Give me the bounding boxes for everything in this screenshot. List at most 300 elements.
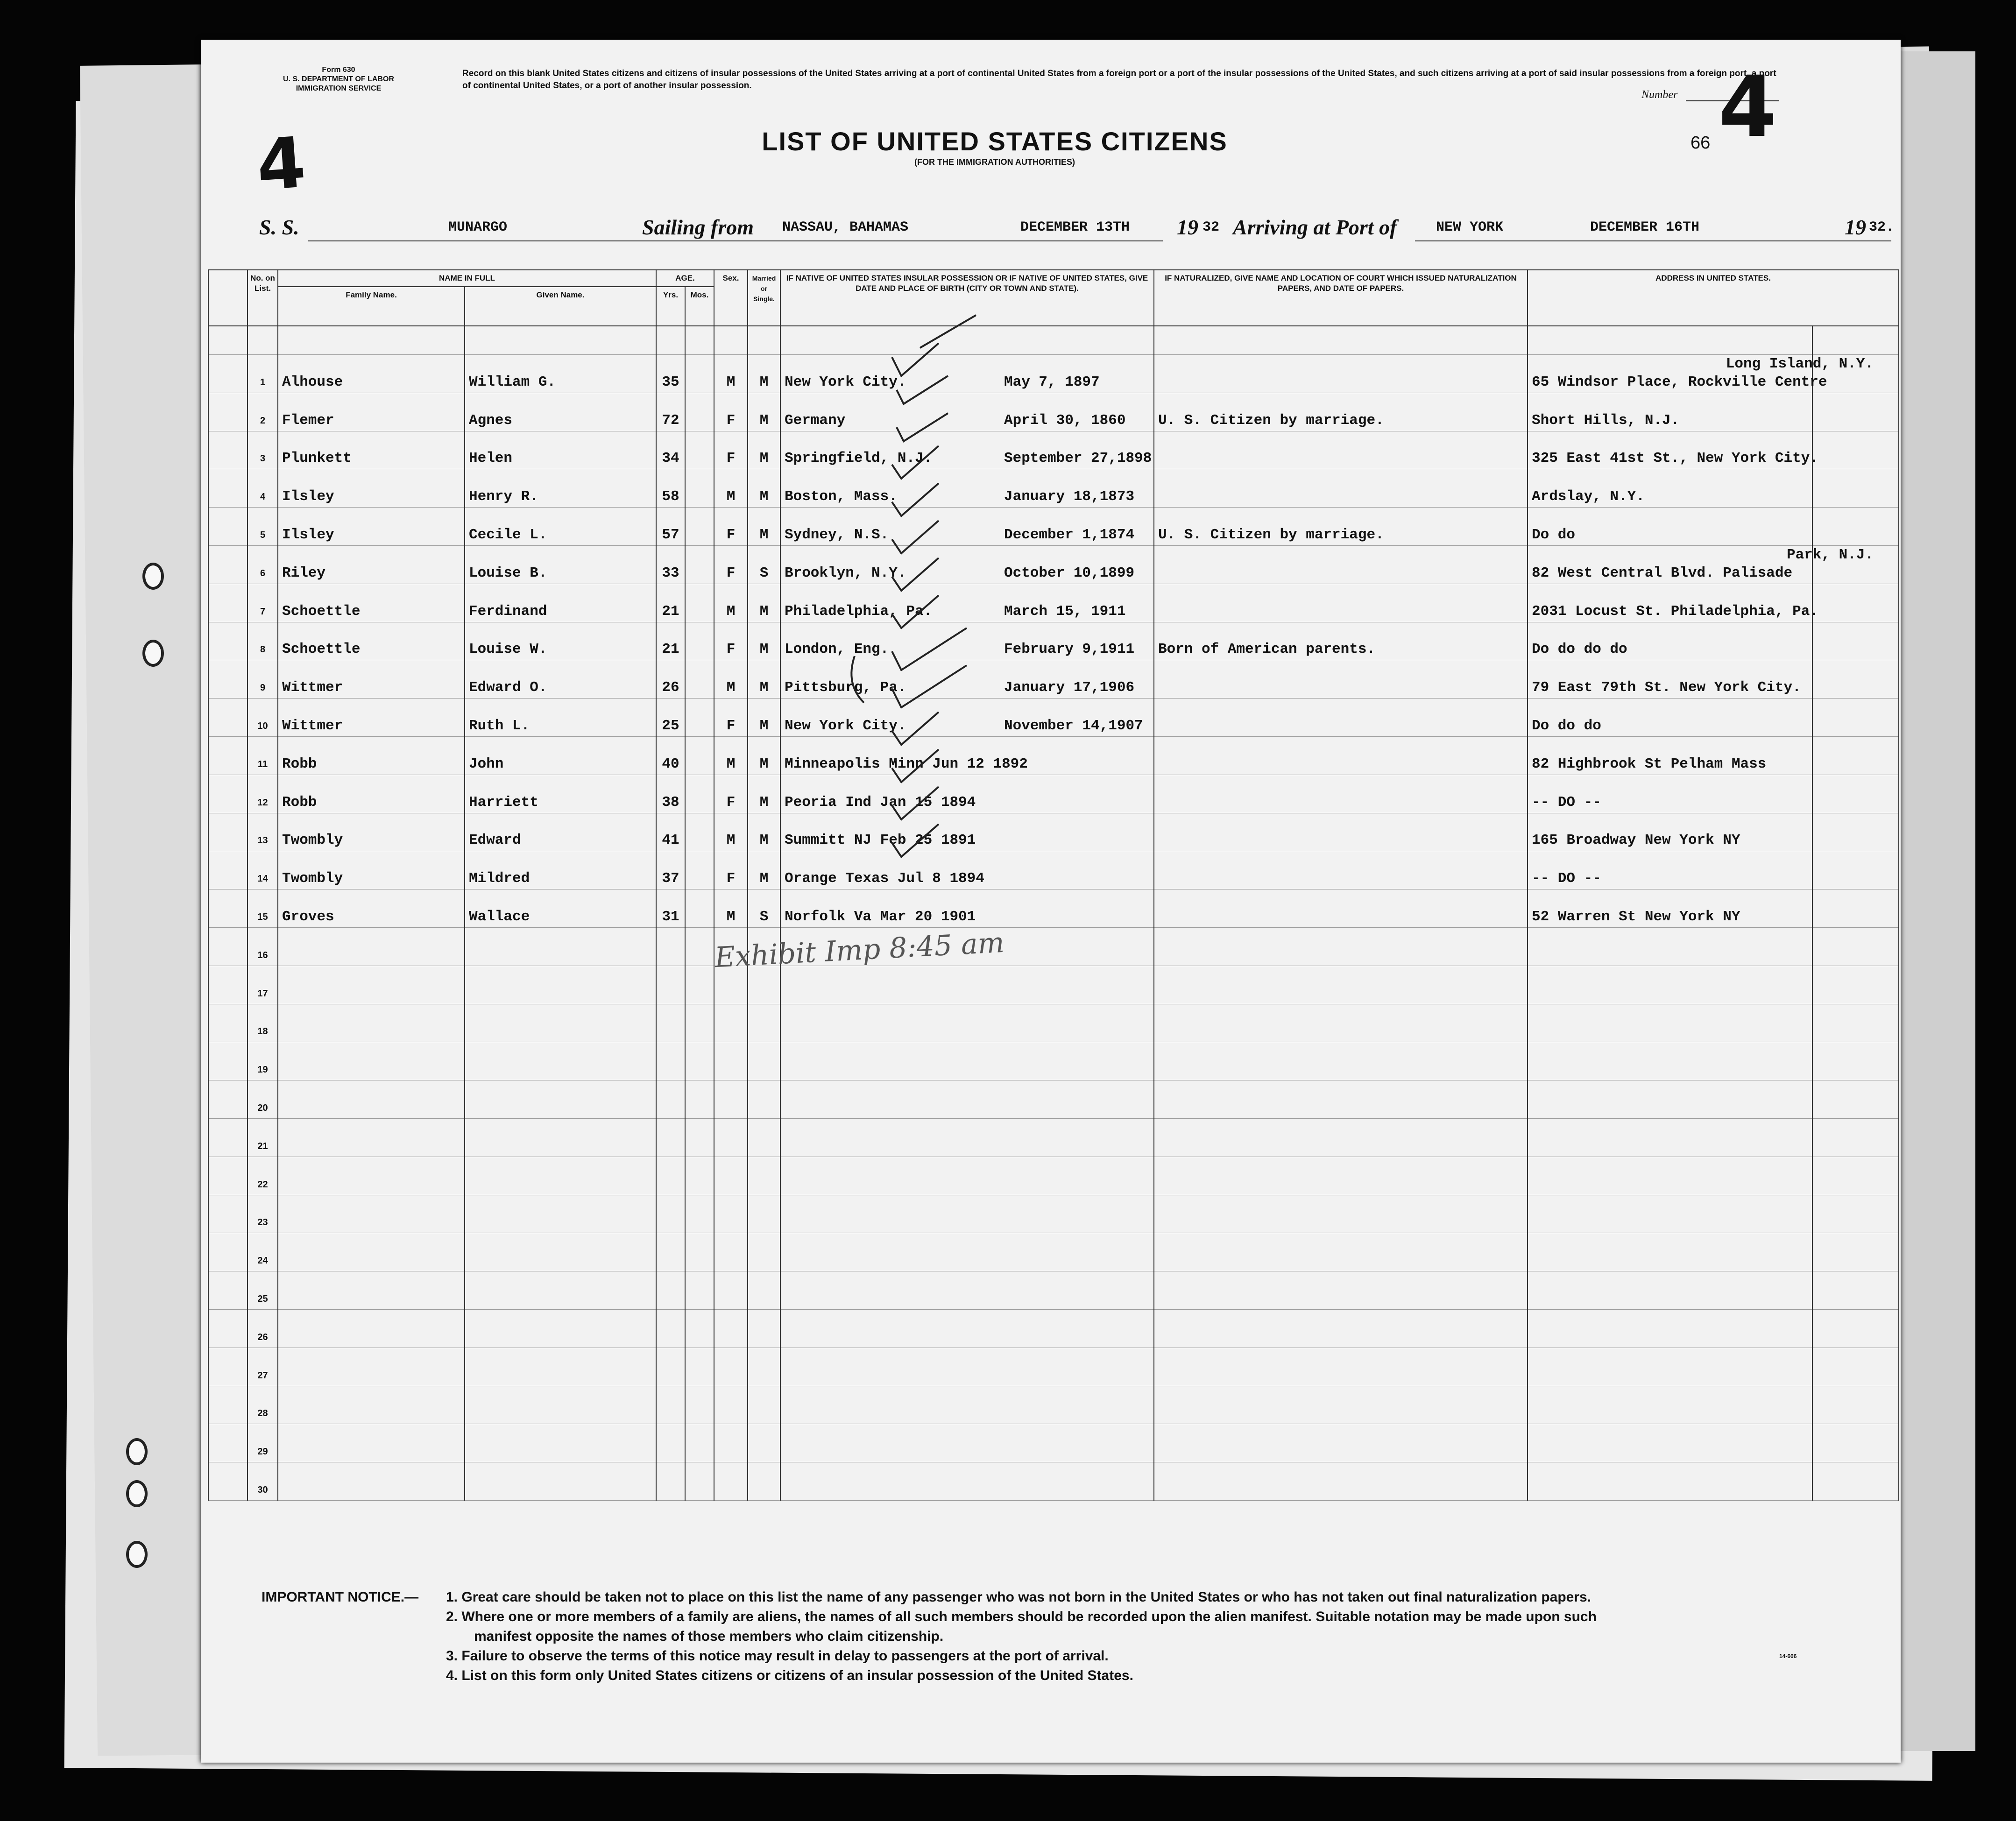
row-number: 16 [248,927,278,966]
given-name [465,1271,656,1310]
address-line: 52 Warren St New York NY [1532,908,1740,925]
birth-date: January 18,1873 [1004,488,1135,505]
naturalization-info [1154,851,1528,889]
marital-status [748,1386,780,1424]
marital-status: S [748,889,780,928]
binder-hole [142,640,164,667]
sex [714,1233,748,1271]
birth-place: Boston, Mass. [785,488,898,505]
row-number: 15 [248,889,278,928]
family-name [278,1195,465,1233]
ss-label: S. S. [259,215,299,239]
birth-date: January 17,1906 [1004,679,1135,696]
age-years: 21 [656,584,685,622]
naturalization-info [1154,660,1528,699]
address [1528,1348,1812,1386]
sailing-year-prefix: 19 [1177,215,1198,239]
form-info [262,65,416,93]
age-years [656,1386,685,1424]
row-number: 9 [248,660,278,699]
birth-place: Springfield, N.J. [785,450,933,467]
sex [714,1004,748,1042]
family-name [278,1348,465,1386]
given-name: William G. [465,355,656,393]
birth-date: October 10,1899 [1004,565,1135,581]
row-number: 4 [248,469,278,508]
marital-status [748,1271,780,1310]
margin-cell [208,813,248,851]
family-name [278,1080,465,1119]
age-months [685,1309,714,1348]
family-name [278,1462,465,1501]
naturalization-info [1154,355,1528,393]
given-name: Ruth L. [465,699,656,737]
marital-status [748,1080,780,1119]
birth-place: Minneapolis Minn Jun 12 1892 [785,755,1028,772]
birth-info [780,1080,1154,1119]
family-name: Ilsley [278,469,465,508]
table-row [208,584,1899,622]
row-number: 1 [248,355,278,393]
birth-date: February 9,1911 [1004,641,1135,658]
naturalization-info [1154,775,1528,813]
sex: M [714,889,748,928]
table-row [208,927,1899,966]
address-extra [1812,851,1899,889]
address-extra [1812,889,1899,928]
row-number: 28 [248,1386,278,1424]
family-name: Wittmer [278,660,465,699]
mos-header: Mos. [685,287,714,326]
address [1528,1386,1812,1424]
table-row [208,1348,1899,1386]
sex: F [714,431,748,469]
address [1528,851,1812,889]
address-extra [1812,469,1899,508]
age-years: 37 [656,851,685,889]
notice-item-2-cont: manifest opposite the names of those members who claim citizenship. [474,1629,944,1644]
family-name [278,1157,465,1195]
address [1528,1157,1812,1195]
given-name: Louise W. [465,622,656,660]
table-row [208,469,1899,508]
address [1528,1118,1812,1157]
age-years [656,1233,685,1271]
margin-cell [208,1462,248,1501]
address-line: 82 West Central Blvd. Palisade [1532,565,1793,581]
age-years [656,1309,685,1348]
age-years [656,1157,685,1195]
address [1528,1424,1812,1462]
address [1528,966,1812,1004]
age-years [656,1118,685,1157]
age-years [656,1424,685,1462]
sex [714,1080,748,1119]
margin-cell [208,889,248,928]
given-name: Wallace [465,889,656,928]
margin-cell [208,508,248,546]
margin-header [208,270,248,326]
age-years [656,1195,685,1233]
margin-cell [208,1080,248,1119]
row-number: 13 [248,813,278,851]
given-name: Ferdinand [465,584,656,622]
family-name [278,1271,465,1310]
address [1528,1309,1812,1348]
margin-cell [208,1424,248,1462]
birth-place: Germany [785,412,846,429]
sex [714,1157,748,1195]
margin-cell [208,736,248,775]
age-years: 38 [656,775,685,813]
margin-cell [208,469,248,508]
age-months [685,1195,714,1233]
naturalization-info [1154,927,1528,966]
marital-status: M [748,622,780,660]
age-months [685,1424,714,1462]
margin-cell [208,622,248,660]
birth-info [780,1271,1154,1310]
check-mark [897,376,948,404]
margin-cell [208,966,248,1004]
sailing-year: 32 [1203,219,1220,235]
table-row [208,1004,1899,1042]
row-number: 3 [248,431,278,469]
passenger-rows [208,326,1899,1500]
check-mark [892,315,976,376]
margin-cell [208,1386,248,1424]
margin-cell [208,1309,248,1348]
address-extra [1812,1386,1899,1424]
address-extra [1812,622,1899,660]
address [1528,508,1812,546]
row-number: 18 [248,1004,278,1042]
birth-info [780,1004,1154,1042]
marital-status [748,1118,780,1157]
age-months [685,1157,714,1195]
check-mark [892,712,939,745]
naturalization-info [1154,889,1528,928]
address-extra [1812,431,1899,469]
address-extra [1812,1462,1899,1501]
birth-info [780,1462,1154,1501]
given-name [465,927,656,966]
sex [714,1195,748,1233]
address-extra [1812,1004,1899,1042]
margin-cell [208,545,248,584]
given-name: Edward [465,813,656,851]
address-line: 325 East 41st St., New York City. [1532,450,1818,467]
birth-place: New York City. [785,717,906,734]
age-months [685,1233,714,1271]
address-line: 65 Windsor Place, Rockville Centre [1532,374,1827,390]
age-months [685,1080,714,1119]
record-instructions: Record on this blank United States citizens and citizens of insular possessions of the United States arriving at a port of continental United States from a foreign port or a port of the insular possessions of the United States, and such citizens arriving at a port of said insular possessions from a foreign port, a port of continental United States, or a port of another insular possession. [462,69,1776,91]
naturalization-info [1154,1424,1528,1462]
address [1528,736,1812,775]
margin-cell [208,355,248,393]
row-number: 14 [248,851,278,889]
age-years [656,1462,685,1501]
marital-status: M [748,660,780,699]
family-name: Ilsley [278,508,465,546]
address-line: 2031 Locust St. Philadelphia, Pa. [1532,603,1818,620]
passenger-table [208,269,1899,1501]
table-row [208,1386,1899,1424]
age-years: 34 [656,431,685,469]
naturalization-info [1154,1271,1528,1310]
address [1528,584,1818,622]
address-extra [1812,1424,1899,1462]
check-mark [892,824,939,857]
family-name: Schoettle [278,584,465,622]
naturalization-info: U. S. Citizen by marriage. [1154,393,1528,431]
list-number-handwritten: 4 [1719,58,1777,156]
sex: F [714,699,748,737]
address [1528,775,1812,813]
marital-status [748,1348,780,1386]
age-years: 21 [656,622,685,660]
check-marks [668,282,1041,983]
family-name [278,1233,465,1271]
address [1528,431,1818,469]
address [1528,889,1812,928]
address [1528,813,1812,851]
address [1528,622,1812,660]
table-row [208,431,1899,469]
family-name: Twombly [278,851,465,889]
family-name [278,1042,465,1080]
address-header: ADDRESS IN UNITED STATES. [1528,270,1899,326]
binder-hole [126,1541,148,1568]
given-name [465,1042,656,1080]
address-line: Do do do do [1532,641,1627,658]
birth-header: IF NATIVE OF UNITED STATES INSULAR POSSESSION OR IF NATIVE OF UNITED STATES, GIVE DATE AND PLACE OF BIRTH (CITY OR TOWN AND STATE). [780,270,1154,326]
naturalization-info [1154,584,1528,622]
sex [714,1386,748,1424]
birth-info [780,1042,1154,1080]
sex: M [714,469,748,508]
table-row [208,1080,1899,1119]
table-row [208,699,1899,737]
birth-date: December 1,1874 [1004,526,1135,543]
address-extra [1812,393,1899,431]
birth-date: November 14,1907 [1004,717,1143,734]
sex [714,1118,748,1157]
department: U. S. DEPARTMENT OF LABOR [283,75,394,83]
notice-code: 14-606 [1779,1653,1797,1659]
family-name [278,1424,465,1462]
given-name: Edward O. [465,660,656,699]
address [1528,355,1874,393]
row-number: 5 [248,508,278,546]
margin-cell [208,431,248,469]
arrival-underline [1415,240,1891,241]
row-number: 25 [248,1271,278,1310]
margin-cell [208,699,248,737]
address-extra [1812,584,1899,622]
address-extra [1812,813,1899,851]
sex: M [714,584,748,622]
address [1528,699,1812,737]
address-line: Do do [1532,526,1576,543]
address [1528,545,1874,584]
page-reference: 66 [1691,133,1711,153]
age-years: 35 [656,355,685,393]
no-header: No. on List. [248,270,278,326]
page-title: LIST OF UNITED STATES CITIZENS [762,127,1228,156]
age-years: 26 [656,660,685,699]
family-name-header: Family Name. [278,287,465,326]
family-name: Groves [278,889,465,928]
row-number: 10 [248,699,278,737]
family-name [278,966,465,1004]
naturalization-info [1154,1042,1528,1080]
table-row [208,1118,1899,1157]
bracket-mark [851,656,864,703]
naturalization-info [1154,699,1528,737]
given-name [465,1118,656,1157]
age-years: 72 [656,393,685,431]
row-number: 21 [248,1118,278,1157]
check-mark [892,787,939,819]
table-row [208,622,1899,660]
age-years: 41 [656,813,685,851]
birth-place: Orange Texas Jul 8 1894 [785,870,984,887]
given-name [465,1462,656,1501]
margin-cell [208,584,248,622]
marital-status: M [748,775,780,813]
given-name: Helen [465,431,656,469]
table-row [208,889,1899,928]
arrival-port: NEW YORK [1436,219,1504,235]
row-number: 30 [248,1462,278,1501]
sex [714,1424,748,1462]
age-months [685,1348,714,1386]
family-name: Twombly [278,813,465,851]
notice-item-1: 1. Great care should be taken not to place on this list the name of any passenger who was not born in the United States or who has not taken out final naturalization papers. [446,1589,1592,1605]
row-number: 23 [248,1195,278,1233]
birth-info [780,1309,1154,1348]
naturalization-info [1154,1004,1528,1042]
row-number: 22 [248,1157,278,1195]
address-extra [1812,736,1899,775]
table-row [208,545,1899,584]
sex: F [714,622,748,660]
address [1528,469,1812,508]
family-name: Robb [278,736,465,775]
given-name: Harriett [465,775,656,813]
address-extra [1812,1271,1899,1310]
table-row [208,736,1899,775]
row-number: 11 [248,736,278,775]
birth-date: September 27,1898 [1004,450,1152,467]
marital-status [748,1424,780,1462]
check-mark [892,446,939,479]
address [1528,1462,1812,1501]
birth-info [780,1195,1154,1233]
marital-status: M [748,699,780,737]
row-number: 2 [248,393,278,431]
address [1528,393,1812,431]
address-extra [1812,966,1899,1004]
marital-status [748,1157,780,1195]
age-years [656,1271,685,1310]
margin-cell [208,1195,248,1233]
marital-status: M [748,508,780,546]
address-extra [1812,1195,1899,1233]
family-name: Wittmer [278,699,465,737]
address [1528,927,1812,966]
age-years: 40 [656,736,685,775]
margin-cell [208,393,248,431]
address-line: 79 East 79th St. New York City. [1532,679,1801,696]
sex: M [714,355,748,393]
given-name: Henry R. [465,469,656,508]
given-name [465,966,656,1004]
birth-info [780,1233,1154,1271]
birth-info [780,1424,1154,1462]
naturalized-header: IF NATURALIZED, GIVE NAME AND LOCATION OF COURT WHICH ISSUED NATURALIZATION PAPERS, AND DATE OF PAPERS. [1154,270,1528,326]
naturalization-info [1154,966,1528,1004]
birth-place: London, Eng. [785,641,889,658]
birth-date: May 7, 1897 [1004,374,1100,390]
given-name [465,1157,656,1195]
name-in-full-header: NAME IN FULL [278,270,656,287]
address-extra [1812,1233,1899,1271]
row-number: 29 [248,1424,278,1462]
table-row [208,508,1899,546]
ship-underline [308,240,836,241]
address-line: -- DO -- [1532,870,1601,887]
family-name [278,1309,465,1348]
age-months [685,1386,714,1424]
naturalization-info [1154,545,1528,584]
address-line: 82 Highbrook St Pelham Mass [1532,755,1767,772]
family-name [278,1004,465,1042]
address-continuation: Long Island, N.Y. [1726,355,1874,372]
sex-header: Sex. [714,270,748,326]
row-number: 20 [248,1080,278,1119]
arriving-label: Arriving at Port of [1233,215,1397,239]
margin-cell [208,1157,248,1195]
address [1528,1080,1812,1119]
sailing-underline [771,240,1163,241]
notice-item-4: 4. List on this form only United States citizens or citizens of an insular possession of the United States. [446,1668,1133,1683]
table-row [208,1157,1899,1195]
sex: F [714,545,748,584]
row-number: 19 [248,1042,278,1080]
check-mark [892,749,939,782]
table-row [208,813,1899,851]
table-row [208,355,1899,393]
check-mark [892,521,939,553]
family-name: Flemer [278,393,465,431]
given-name [465,1309,656,1348]
sailing-date: DECEMBER 13TH [1020,219,1130,235]
naturalization-info [1154,431,1528,469]
sex [714,1462,748,1501]
naturalization-info [1154,1386,1528,1424]
given-name [465,1386,656,1424]
address-extra [1812,1309,1899,1348]
birth-place: Brooklyn, N.Y. [785,565,906,581]
address-line: Short Hills, N.J. [1532,412,1680,429]
address-extra [1812,775,1899,813]
marital-status: M [748,393,780,431]
table-row [208,1309,1899,1348]
margin-cell [208,775,248,813]
